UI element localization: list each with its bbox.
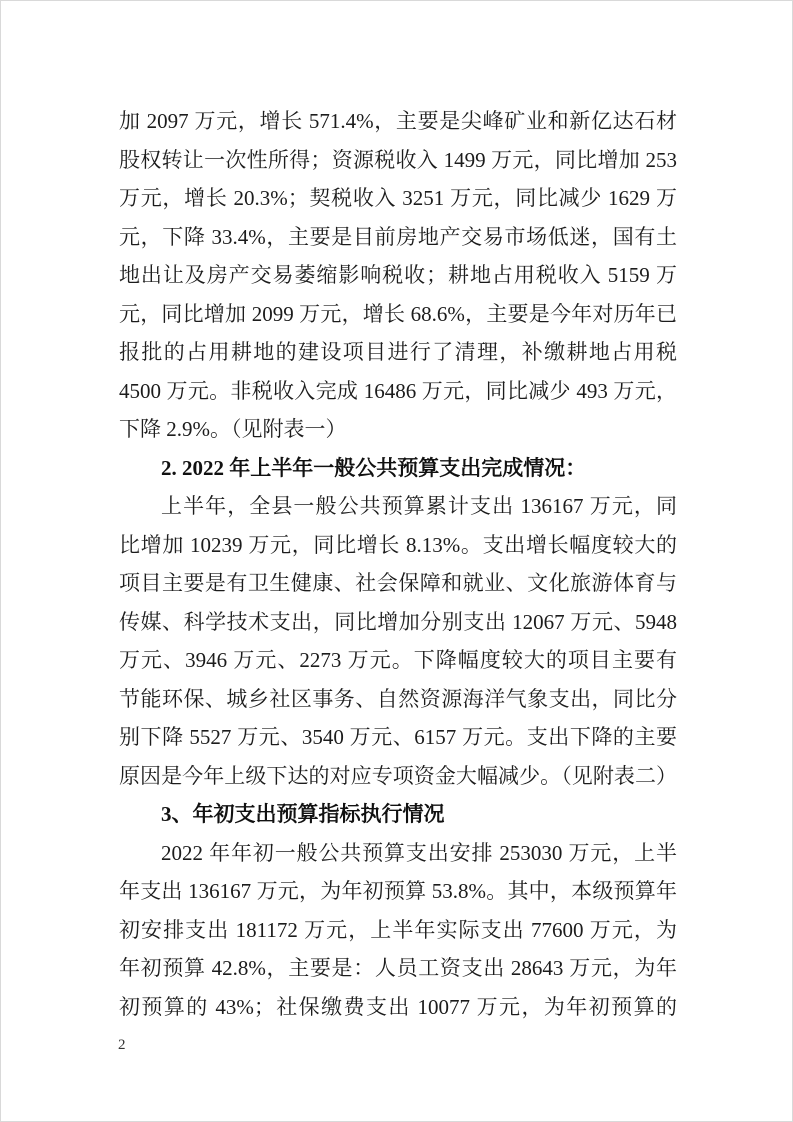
text-line: 别下降 5527 万元、3540 万元、6157 万元。支出下降的主要 bbox=[119, 725, 677, 749]
section-heading: 2. 2022 年上半年一般公共预算支出完成情况： bbox=[161, 455, 587, 480]
text-line: 比增加 10239 万元，同比增长 8.13%。支出增长幅度较大的 bbox=[119, 532, 677, 557]
text-line: 股权转让一次性所得；资源税收入 1499 万元，同比增加 253 bbox=[119, 147, 677, 172]
text-line: 原因是今年上级下达的对应专项资金大幅减少。（见附表二） bbox=[119, 763, 677, 788]
page-number: 2 bbox=[118, 1037, 126, 1053]
text-line: 项目主要是有卫生健康、社会保障和就业、文化旅游体育与 bbox=[119, 571, 677, 595]
text-line: 节能环保、城乡社区事务、自然资源海洋气象支出，同比分 bbox=[119, 686, 677, 711]
text-line: 上半年，全县一般公共预算累计支出 136167 万元，同 bbox=[161, 494, 677, 518]
text-line: 初预算的 43%；社保缴费支出 10077 万元，为年初预算的 bbox=[119, 994, 677, 1019]
text-line: 4500 万元。非税收入完成 16486 万元，同比减少 493 万元， bbox=[119, 378, 677, 403]
text-line: 地出让及房产交易萎缩影响税收；耕地占用税收入 5159 万 bbox=[119, 263, 677, 287]
text-line: 传媒、科学技术支出，同比增加分别支出 12067 万元、5948 bbox=[119, 609, 677, 634]
text-line: 加 2097 万元，增长 571.4%，主要是尖峰矿业和新亿达石材 bbox=[119, 109, 677, 133]
text-line: 初安排支出 181172 万元，上半年实际支出 77600 万元，为 bbox=[119, 917, 677, 942]
text-line: 万元，增长 20.3%；契税收入 3251 万元，同比减少 1629 万 bbox=[119, 186, 677, 210]
text-line: 下降 2.9%。（见附表一） bbox=[119, 417, 347, 441]
text-line: 2022 年年初一般公共预算支出安排 253030 万元，上半 bbox=[161, 840, 677, 865]
text-line: 报批的占用耕地的建设项目进行了清理，补缴耕地占用税 bbox=[119, 340, 677, 364]
document-body bbox=[119, 102, 677, 1026]
text-line: 年初预算 42.8%，主要是：人员工资支出 28643 万元，为年 bbox=[119, 956, 677, 980]
text-line: 元，同比增加 2099 万元，增长 68.6%，主要是今年对历年已 bbox=[119, 301, 677, 326]
section-heading: 3、年初支出预算指标执行情况 bbox=[161, 802, 445, 826]
text-line: 万元、3946 万元、2273 万元。下降幅度较大的项目主要有 bbox=[119, 648, 677, 672]
text-line: 年支出 136167 万元，为年初预算 53.8%。其中，本级预算年 bbox=[119, 879, 677, 903]
text-line: 元，下降 33.4%，主要是目前房地产交易市场低迷，国有土 bbox=[119, 224, 677, 249]
